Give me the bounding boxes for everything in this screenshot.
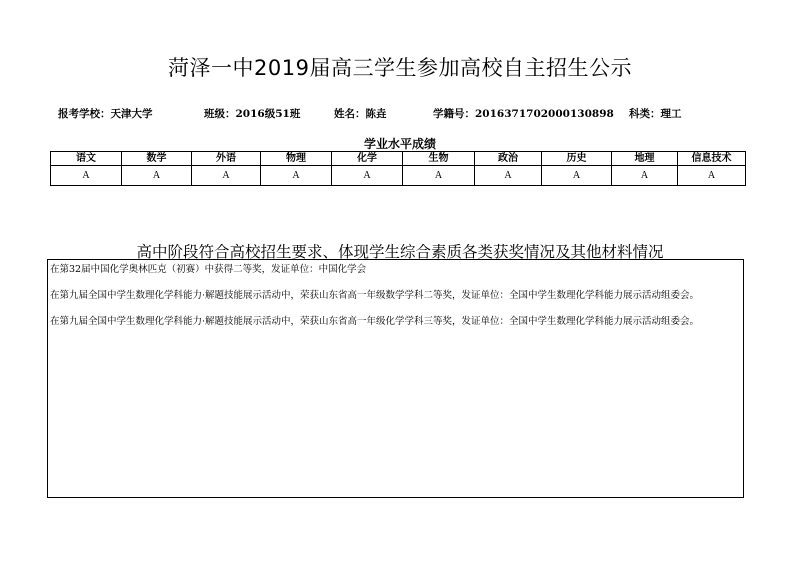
- grades-header-cell: 信息技术: [678, 152, 746, 166]
- grades-header-cell: 政治: [475, 152, 542, 166]
- student-name: 姓名：陈垚: [334, 108, 387, 120]
- grade-value-cell: A: [51, 166, 122, 186]
- awards-section-title: 高中阶段符合高校招生要求、体现学生综合素质各类获奖情况及其他材料情况: [136, 243, 664, 261]
- grade-value-cell: A: [332, 166, 403, 186]
- page-title: 菏泽一中2019届高三学生参加高校自主招生公示: [168, 56, 632, 80]
- grade-value-cell: A: [122, 166, 192, 186]
- grades-section-title: 学业水平成绩: [363, 137, 436, 151]
- grades-header-row: [51, 152, 746, 166]
- applied-school: 报考学校：天津大学: [58, 108, 153, 120]
- grade-value-cell: A: [475, 166, 542, 186]
- grades-header-cell: 物理: [261, 152, 332, 166]
- award-item: 在第九届全国中学生数理化学科能力·解题技能展示活动中，荣获山东省高一年级化学学科三等奖，发证单位：全国中学生数理化学科能力展示活动组委会。: [50, 316, 700, 327]
- grades-header-cell: 化学: [332, 152, 403, 166]
- grades-header-cell: 数学: [122, 152, 192, 166]
- grade-value-cell: A: [542, 166, 612, 186]
- subject-category: 科类：理工: [629, 108, 682, 120]
- grade-value-cell: A: [678, 166, 746, 186]
- grades-header-cell: 地理: [612, 152, 678, 166]
- grades-value-row: [51, 166, 746, 186]
- grades-table: [50, 151, 746, 186]
- grade-value-cell: A: [192, 166, 261, 186]
- grade-value-cell: A: [261, 166, 332, 186]
- grades-header-cell: 语文: [51, 152, 122, 166]
- student-id: 学籍号：2016371702000130898: [433, 108, 614, 120]
- awards-box: [47, 259, 744, 498]
- grade-value-cell: A: [612, 166, 678, 186]
- grades-header-cell: 生物: [403, 152, 475, 166]
- grade-value-cell: A: [403, 166, 475, 186]
- award-item: 在第九届全国中学生数理化学科能力·解题技能展示活动中，荣获山东省高一年级数学学科二等奖，发证单位：全国中学生数理化学科能力展示活动组委会。: [50, 290, 700, 301]
- grades-header-cell: 历史: [542, 152, 612, 166]
- grades-header-cell: 外语: [192, 152, 261, 166]
- award-item: 在第32届中国化学奥林匹克（初赛）中获得二等奖，发证单位：中国化学会: [50, 264, 367, 275]
- class-info: 班级：2016级51班: [204, 108, 301, 120]
